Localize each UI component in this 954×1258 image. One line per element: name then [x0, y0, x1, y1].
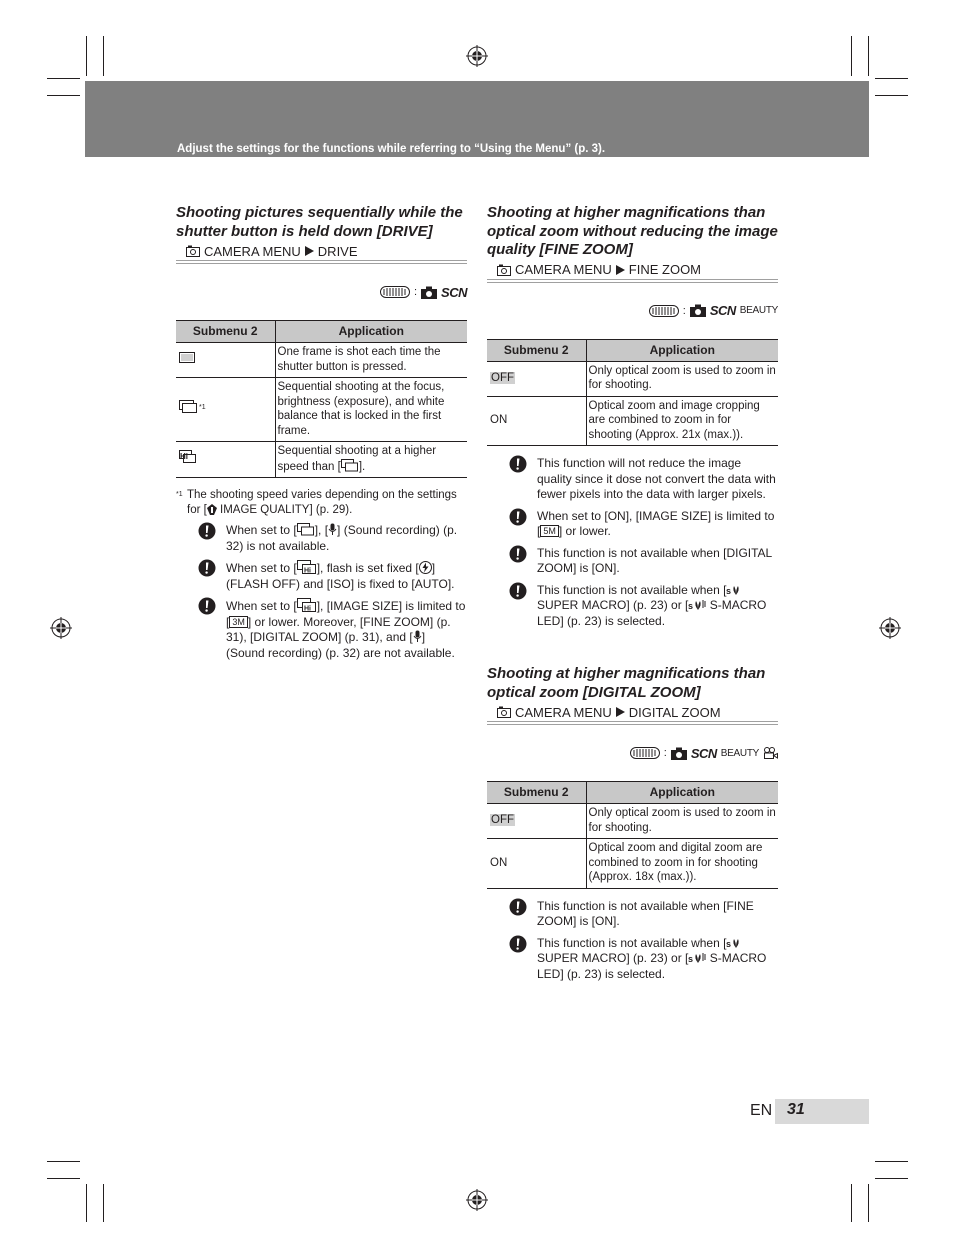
table-cell: Sequential shooting at a higher speed than [ ]. — [275, 442, 467, 478]
table-header: Application — [586, 339, 778, 361]
camera-icon — [690, 304, 706, 317]
fine-zoom-section — [487, 204, 778, 629]
crop-mark — [103, 36, 104, 76]
table-header: Submenu 2 — [487, 782, 586, 804]
microphone-icon — [328, 523, 337, 536]
hi-speed-sequential-icon — [297, 560, 317, 574]
arrow-right-icon — [616, 707, 625, 717]
note-item: This function is not available when [ s SUPER MACRO] (p. 23) or [ s S-MACRO LED] (p. 23) is selected. — [509, 936, 778, 983]
beauty-mode-label: BEAUTY — [739, 305, 778, 316]
super-macro-icon — [726, 583, 742, 596]
mode-availability: : SCN BEAUTY — [487, 303, 778, 319]
crop-mark — [875, 1178, 908, 1179]
scn-mode-label: SCN — [709, 303, 736, 318]
svg-text:s: s — [688, 954, 694, 964]
flash-off-icon — [419, 561, 432, 574]
header-banner — [85, 81, 869, 157]
movie-icon — [763, 747, 778, 759]
menu-path-camera: CAMERA MENU — [204, 243, 301, 259]
menu-path — [487, 262, 778, 278]
digital-zoom-section — [487, 665, 778, 982]
submenu-value: OFF — [491, 814, 514, 827]
mode-availability: : SCN BEAUTY — [487, 745, 778, 761]
section-title: Shooting at higher magnifications than optical zoom [DIGITAL ZOOM] — [487, 665, 766, 701]
hi-speed-sequential-icon: Hi — [179, 450, 188, 464]
crop-mark — [875, 95, 908, 96]
note-item: This function is not available when [ s SUPER MACRO] (p. 23) or [ s S-MACRO LED] (p. 23) is selected. — [509, 583, 778, 630]
size-5m-icon: 5M — [540, 525, 559, 537]
crop-mark — [851, 36, 852, 76]
caution-icon — [509, 545, 527, 563]
crop-mark — [47, 1161, 80, 1162]
menu-path-camera: CAMERA MENU — [515, 262, 612, 277]
menu-path-item: DRIVE — [317, 243, 358, 259]
camera-menu-icon — [497, 264, 511, 276]
beauty-mode-label: BEAUTY — [720, 747, 759, 759]
note-item: When set to [ Hi ], [IMAGE SIZE] is limited to [ 3M ] or lower. Moreover, [FINE ZOOM] (p. 31), [DIGITAL ZOOM] (p. 31), and [ ] (Sound recording) (p. 32) are not available. — [198, 598, 467, 661]
section-title: Shooting pictures sequentially while the shutter button is held down [DRIVE] — [176, 204, 463, 240]
s-macro-led-icon — [688, 951, 706, 964]
fine-zoom-table — [487, 339, 778, 447]
mode-dial-icon — [630, 747, 660, 759]
svg-text:s: s — [726, 938, 732, 949]
note-item: When set to [ ], [ ] (Sound recording) (p. 32) is not available. — [198, 523, 467, 554]
notes-list — [487, 456, 778, 629]
submenu-value: ON — [487, 839, 586, 889]
table-row — [487, 804, 778, 839]
camera-menu-icon — [497, 706, 511, 718]
registration-mark-icon — [466, 45, 488, 67]
drive-table — [176, 320, 467, 478]
crop-mark — [86, 1184, 87, 1222]
table-row — [487, 396, 778, 446]
crop-mark — [851, 1184, 852, 1222]
caution-icon — [509, 582, 527, 600]
note-item: This function is not available when [DIGITAL ZOOM] is [ON]. — [509, 546, 778, 577]
submenu-value: OFF — [491, 371, 514, 384]
menu-path-camera: CAMERA MENU — [515, 704, 612, 720]
table-cell: Only optical zoom is used to zoom in for shooting. — [586, 804, 778, 839]
arrow-right-icon — [616, 265, 625, 275]
table-cell: One frame is shot each time the shutter button is pressed. — [275, 343, 467, 378]
caution-icon — [198, 559, 216, 577]
caution-icon — [509, 898, 527, 916]
crop-mark — [47, 1178, 80, 1179]
mode-dial-icon — [649, 305, 679, 317]
single-frame-icon — [179, 351, 195, 363]
registration-mark-icon — [50, 617, 72, 639]
size-3m-icon: 3M — [229, 616, 248, 628]
table-row — [176, 343, 467, 378]
crop-mark — [47, 78, 80, 79]
svg-text:Hi: Hi — [303, 605, 311, 612]
crop-mark — [103, 1184, 104, 1222]
table-row — [487, 839, 778, 889]
arrow-right-icon — [305, 246, 314, 256]
note-item: This function will not reduce the image quality since it dose not convert the data with fewer pixels into the data with larger pixels. — [509, 456, 778, 503]
svg-text:s: s — [688, 601, 694, 611]
caution-icon — [198, 597, 216, 615]
divider — [487, 279, 778, 283]
table-cell: Optical zoom and image cropping are combined to zoom in for shooting (Approx. 21x (max.)). — [586, 396, 778, 446]
hi-speed-sequential-icon — [297, 598, 317, 612]
submenu-value: ON — [487, 396, 586, 446]
super-macro-icon — [726, 936, 742, 949]
camera-icon — [671, 747, 687, 760]
footnote-mark: *1 — [176, 491, 183, 498]
sequential-icon — [297, 523, 315, 536]
crop-mark — [875, 78, 908, 79]
language-label: EN — [750, 1102, 773, 1119]
footnote-text: The shooting speed varies depending on the settings for [ IMAGE QUALITY] (p. 29). — [187, 489, 457, 516]
svg-text:Hi: Hi — [303, 567, 311, 574]
sequential-icon — [341, 459, 359, 472]
mode-dial-icon — [380, 286, 410, 298]
menu-path — [487, 704, 778, 720]
camera-menu-icon — [186, 245, 200, 257]
drive-section — [176, 204, 467, 661]
table-header: Application — [586, 782, 778, 804]
notes-list — [176, 523, 467, 661]
registration-mark-icon — [879, 617, 901, 639]
table-row — [176, 442, 467, 478]
menu-path — [176, 243, 467, 259]
notes-list — [487, 899, 778, 983]
table-cell: Optical zoom and digital zoom are combined to zoom in for shooting (Approx. 18x (max.)). — [586, 839, 778, 889]
mode-availability: : SCN — [176, 284, 467, 300]
divider — [487, 721, 778, 725]
footnote-ref: *1 — [199, 403, 206, 411]
menu-path-item: FINE ZOOM — [628, 262, 702, 277]
note-item: This function is not available when [FINE ZOOM] is [ON]. — [509, 899, 778, 930]
table-cell: Sequential shooting at the focus, brightness (exposure), and white balance that is locked in the first frame. — [275, 378, 467, 442]
caution-icon — [509, 455, 527, 473]
menu-path-item: DIGITAL ZOOM — [628, 704, 721, 720]
svg-text:s: s — [726, 585, 732, 596]
crop-mark — [868, 1184, 869, 1222]
table-row — [487, 361, 778, 396]
crop-mark — [868, 36, 869, 76]
sequential-icon — [179, 400, 199, 414]
caution-icon — [198, 522, 216, 540]
crop-mark — [86, 36, 87, 76]
banner-instruction: Adjust the settings for the functions while referring to “Using the Menu” (p. 3). — [177, 143, 606, 155]
table-row — [176, 378, 467, 442]
table-cell: Only optical zoom is used to zoom in for shooting. — [586, 361, 778, 396]
crop-mark — [47, 95, 80, 96]
divider — [176, 260, 467, 264]
footnote — [176, 488, 467, 517]
image-quality-icon — [207, 504, 217, 515]
scn-mode-label: SCN — [441, 284, 467, 300]
s-macro-led-icon — [688, 598, 706, 611]
registration-mark-icon — [466, 1189, 488, 1211]
note-item: When set to [ON], [IMAGE SIZE] is limited to [ 5M ] or lower. — [509, 509, 778, 540]
section-title: Shooting at higher magnifications than optical zoom without reducing the image quality [FINE ZOOM] — [487, 204, 778, 258]
page-number: 31 — [787, 1101, 805, 1118]
table-header: Submenu 2 — [176, 321, 275, 343]
scn-mode-label: SCN — [690, 745, 717, 761]
camera-icon — [421, 286, 437, 299]
table-header: Submenu 2 — [487, 339, 586, 361]
note-item: When set to [ Hi ], flash is set fixed [ ] (FLASH OFF) and [ISO] is fixed to [AUTO]. — [198, 560, 467, 592]
digital-zoom-table — [487, 781, 778, 889]
crop-mark — [875, 1161, 908, 1162]
caution-icon — [509, 935, 527, 953]
microphone-icon — [413, 630, 422, 643]
caution-icon — [509, 508, 527, 526]
table-header: Application — [275, 321, 467, 343]
